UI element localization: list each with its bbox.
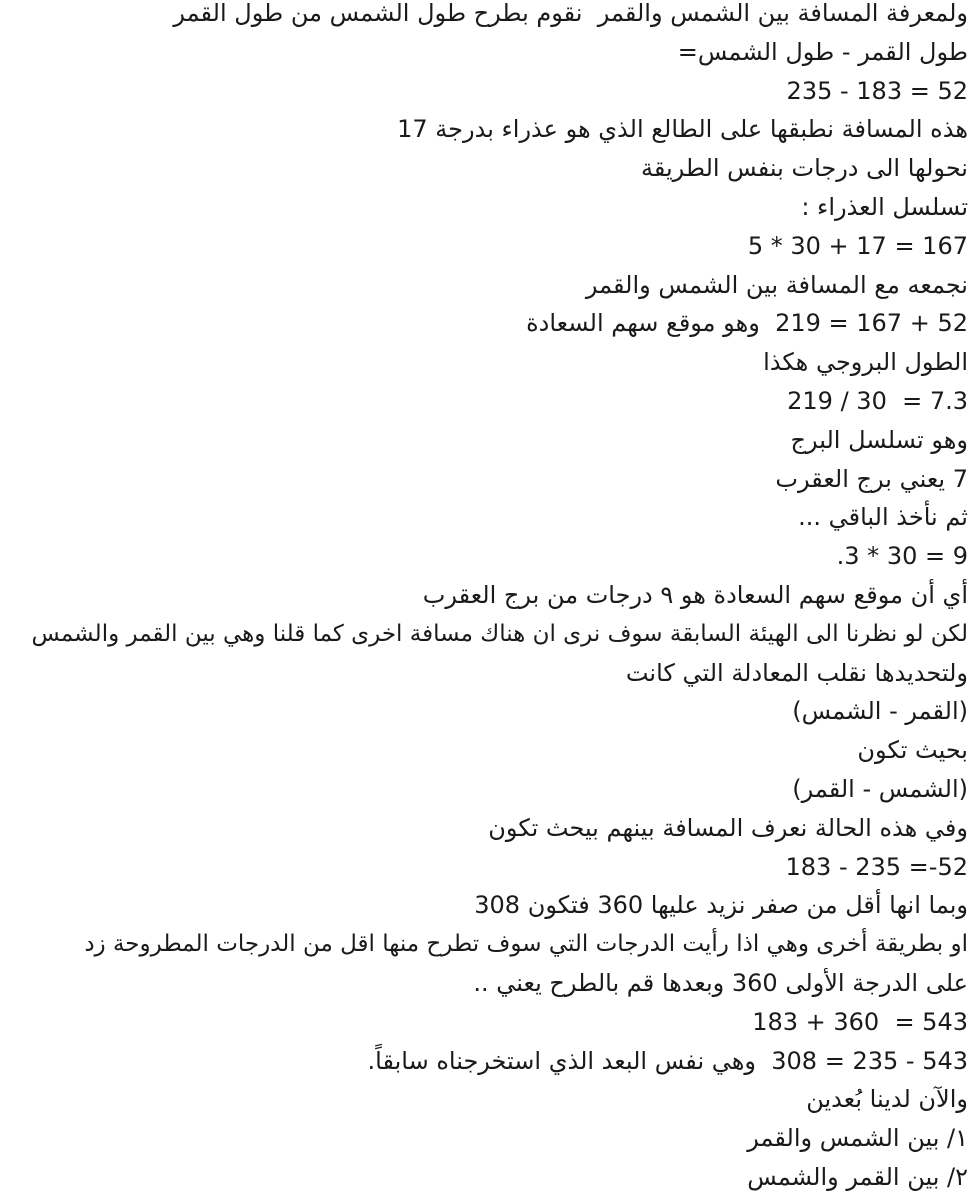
text-line-2: طول القمر - طول الشمس= bbox=[677, 37, 968, 66]
text-line-26: على الدرجة الأولى 360 وبعدها قم بالطرح يعني .. bbox=[473, 968, 968, 997]
text-line-24: وبما انها أقل من صفر نزيد عليها 360 فتكون 308 bbox=[474, 891, 968, 920]
equation-line-9: 52 + 167 = 219 وهو موقع سهم السعادة bbox=[526, 309, 968, 338]
equation-line-28: 543 - 235 = 308 وهي نفس البعد الذي استخرجناه سابقاً. bbox=[367, 1046, 968, 1075]
text-line-5: نحولها الى درجات بنفس الطريقة bbox=[640, 154, 968, 183]
equation-line-7: 5 * 30 + 17 = 167 bbox=[747, 231, 968, 260]
text-line-14: ثم نأخذ الباقي ... bbox=[798, 503, 968, 532]
text-line-25: او بطريقة أخرى وهي اذا رأيت الدرجات التي سوف تطرح منها اقل من الدرجات المطروحة زد bbox=[84, 931, 968, 958]
text-line-18: ولتحديدها نقلب المعادلة التي كانت bbox=[625, 658, 968, 687]
list-item-2: ٢/ بين القمر والشمس bbox=[747, 1162, 968, 1191]
text-line-1: ولمعرفة المسافة بين الشمس والقمر نقوم بطرح طول الشمس من طول القمر bbox=[173, 0, 968, 27]
text-line-10: الطول البروجي هكذا bbox=[763, 348, 968, 377]
text-line-29: والآن لدينا بُعدين bbox=[806, 1085, 968, 1114]
text-line-20: بحيث تكون bbox=[857, 736, 968, 765]
text-line-19: (القمر - الشمس) bbox=[792, 697, 968, 726]
text-line-8: نجمعه مع المسافة بين الشمس والقمر bbox=[585, 270, 968, 299]
text-line-12: وهو تسلسل البرج bbox=[790, 425, 968, 454]
text-line-21: (الشمس - القمر) bbox=[792, 774, 968, 803]
equation-line-15: .3 * 30 = 9 bbox=[836, 542, 968, 571]
equation-line-11: 219 / 30 = 7.3 bbox=[787, 386, 968, 415]
equation-line-3: 235 - 183 = 52 bbox=[786, 76, 968, 105]
text-line-13: 7 يعني برج العقرب bbox=[775, 464, 968, 493]
list-item-1: ١/ بين الشمس والقمر bbox=[747, 1124, 968, 1153]
text-line-17: لكن لو نظرنا الى الهيئة السابقة سوف نرى ان هناك مسافة اخرى كما قلنا وهي بين القمر والشمس bbox=[31, 620, 968, 647]
text-line-6: تسلسل العذراء : bbox=[801, 192, 968, 221]
text-line-16: أي أن موقع سهم السعادة هو ٩ درجات من برج العقرب bbox=[422, 580, 968, 609]
text-line-4: هذه المسافة نطبقها على الطالع الذي هو عذراء بدرجة 17 bbox=[397, 115, 968, 144]
equation-line-23: 183 - 235 =-52 bbox=[785, 852, 968, 881]
equation-line-27: 183 + 360 = 543 bbox=[752, 1007, 968, 1036]
text-line-22: وفي هذه الحالة نعرف المسافة بينهم بيحث تكون bbox=[488, 813, 968, 842]
